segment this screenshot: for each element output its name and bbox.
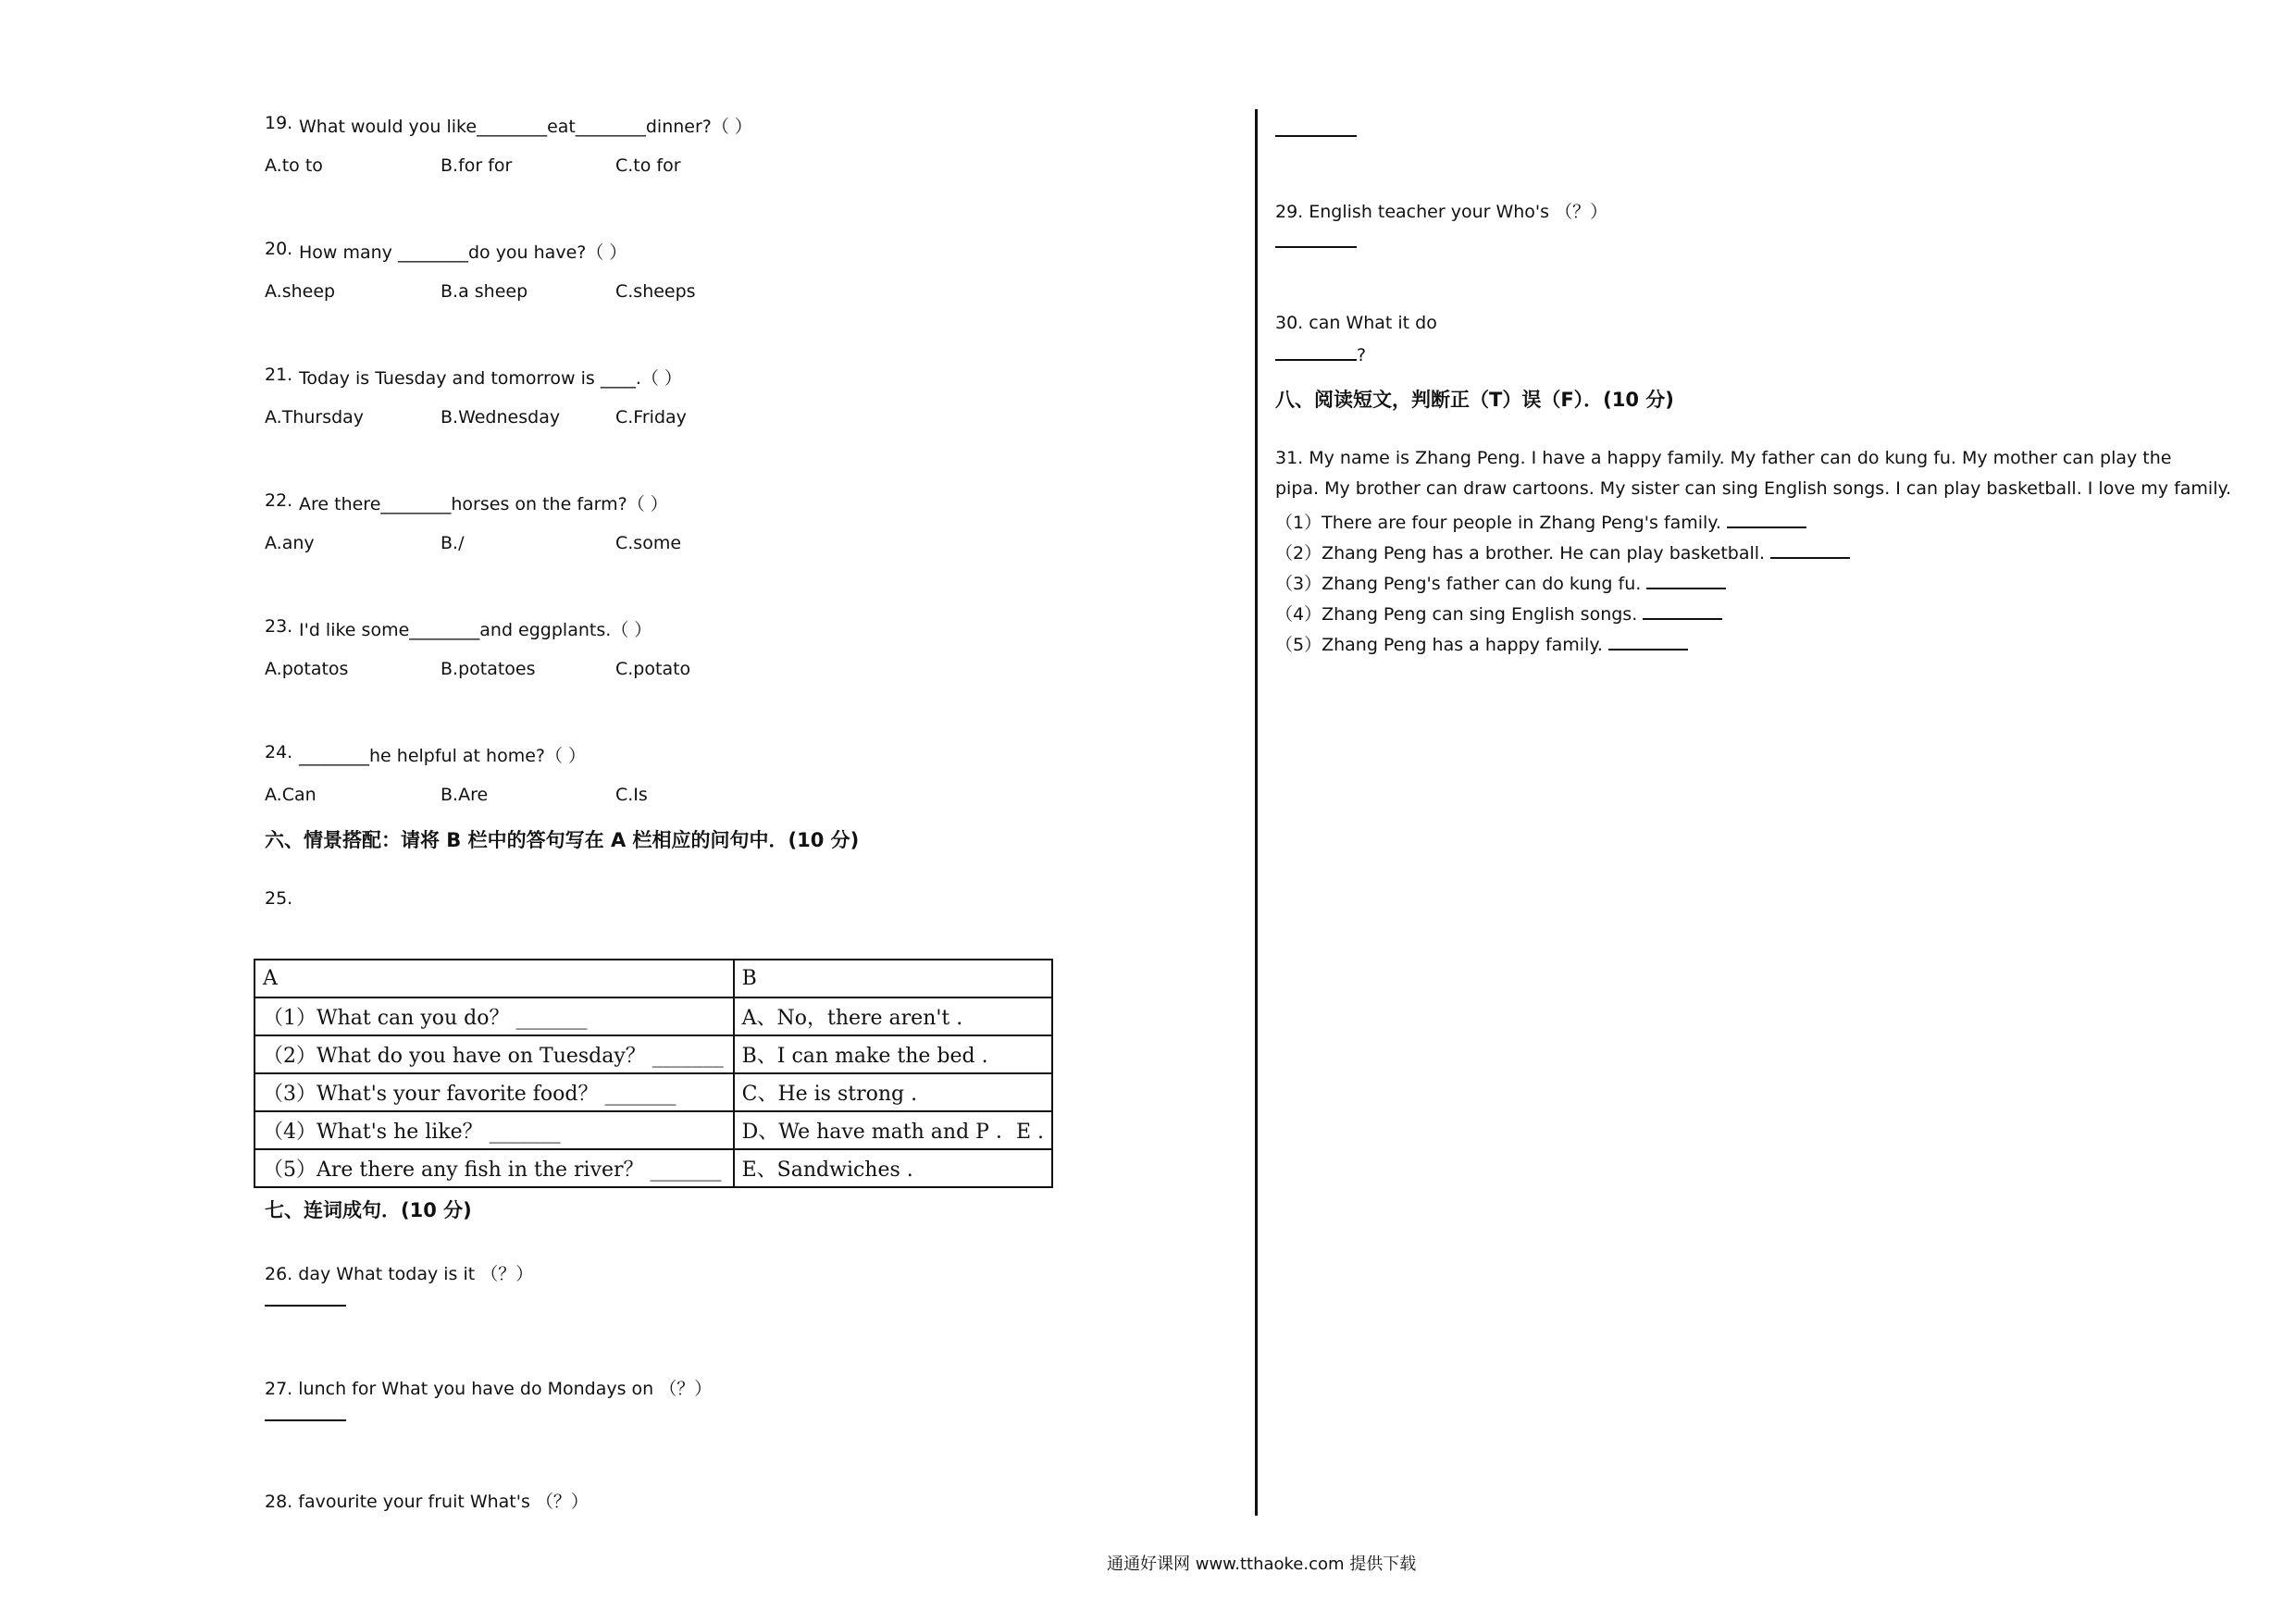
- option-b: B./: [441, 533, 465, 553]
- answer-blank[interactable]: [1646, 571, 1726, 589]
- table-row: [254, 1111, 1052, 1149]
- option-b: B.Are: [441, 785, 489, 805]
- question-22: 22.: [265, 490, 293, 511]
- question-23: 23.: [265, 616, 293, 637]
- question-24: 24.: [265, 742, 293, 762]
- answer-line-29[interactable]: [1275, 229, 1357, 252]
- statement-5: [1275, 631, 1688, 656]
- question-27: 27. lunch for What you have do Mondays on （？）: [265, 1379, 713, 1399]
- question-cell: （3）What's your favorite food？ _______: [254, 1073, 734, 1111]
- section-8-title: 八、阅读短文，判断正（T）误（F）．(10 分): [1275, 389, 1674, 411]
- answer-blank[interactable]: [1727, 510, 1806, 528]
- column-b-header: B: [734, 960, 1052, 997]
- question-29: 29. English teacher your Who's （？）: [1275, 202, 1608, 222]
- option-c: C.Friday: [615, 407, 687, 427]
- option-a: A.potatos: [265, 659, 349, 679]
- statement-text: （1）There are four people in Zhang Peng's family.: [1275, 513, 1721, 533]
- answer-cell: C、He is strong .: [734, 1073, 1052, 1111]
- option-a: A.Thursday: [265, 407, 365, 427]
- matching-table: [254, 959, 1053, 1188]
- question-30: 30. can What it do: [1275, 313, 1437, 333]
- question-21: 21.: [265, 365, 293, 385]
- statement-4: [1275, 601, 1722, 626]
- option-b: B.potatoes: [441, 659, 536, 679]
- answer-line-28[interactable]: [1275, 118, 1357, 141]
- question-23-text: I'd like some________and eggplants.（ ）: [299, 620, 652, 640]
- statement-text: （2）Zhang Peng has a brother. He can play basketball.: [1275, 543, 1766, 564]
- table-row: [254, 1035, 1052, 1073]
- question-24-text: ________he helpful at home?（ ）: [299, 746, 587, 766]
- answer-blank[interactable]: [1770, 540, 1850, 559]
- question-21-text: Today is Tuesday and tomorrow is ____.（ ）: [299, 368, 682, 389]
- answer-blank[interactable]: [1608, 632, 1688, 650]
- column-a-header: A: [254, 960, 734, 997]
- table-row: [254, 997, 1052, 1035]
- question-mark: ?: [1357, 345, 1367, 365]
- section-7-title: 七、连词成句．(10 分): [265, 1199, 472, 1221]
- section-6-title: 六、情景搭配：请将 B 栏中的答句写在 A 栏相应的问句中．(10 分): [265, 829, 860, 851]
- answer-cell: E、Sandwiches .: [734, 1149, 1052, 1187]
- question-cell: （4）What's he like？ _______: [254, 1111, 734, 1149]
- table-header-row: [254, 960, 1052, 997]
- option-b: B.a sheep: [441, 281, 528, 302]
- question-cell: （5）Are there any fish in the river？ _______: [254, 1149, 734, 1187]
- answer-blank[interactable]: [1643, 601, 1722, 620]
- answer-cell: B、I can make the bed .: [734, 1035, 1052, 1073]
- question-cell: （1）What can you do？ _______: [254, 997, 734, 1035]
- question-26: 26. day What today is it （？）: [265, 1264, 534, 1284]
- question-22-text: Are there________horses on the farm?（ ）: [299, 494, 668, 514]
- option-a: A.any: [265, 533, 315, 553]
- question-20-text: How many ________do you have?（ ）: [299, 242, 627, 263]
- answer-line-30[interactable]: [1275, 342, 1366, 365]
- column-divider: [1255, 109, 1258, 1516]
- option-b: B.Wednesday: [441, 407, 561, 427]
- option-c: C.sheeps: [615, 281, 696, 302]
- question-cell: （2）What do you have on Tuesday？ _______: [254, 1035, 734, 1073]
- statement-3: [1275, 570, 1726, 595]
- option-a: A.to to: [265, 155, 323, 176]
- answer-cell: A、No，there aren't .: [734, 997, 1052, 1035]
- answer-cell: D、We have math and P ．E .: [734, 1111, 1052, 1149]
- answer-line-26[interactable]: [265, 1288, 346, 1310]
- option-a: A.sheep: [265, 281, 336, 302]
- table-row: [254, 1149, 1052, 1187]
- page-footer: 通通好课网 www.tthaoke.com 提供下载: [1107, 1555, 1417, 1574]
- option-c: C.to for: [615, 155, 681, 176]
- question-19-text: What would you like________eat________dinner?（ ）: [299, 117, 752, 137]
- passage-line-1: 31. My name is Zhang Peng. I have a happy family. My father can do kung fu. My mother can play the: [1275, 448, 2172, 468]
- statement-2: [1275, 539, 1850, 564]
- option-c: C.potato: [615, 659, 691, 679]
- question-25: 25.: [265, 888, 293, 909]
- table-row: [254, 1073, 1052, 1111]
- passage-line-2: pipa. My brother can draw cartoons. My sister can sing English songs. I can play basketball. I love my family.: [1275, 478, 2232, 499]
- statement-1: [1275, 509, 1806, 534]
- question-19: 19.: [265, 113, 293, 133]
- option-c: C.some: [615, 533, 682, 553]
- option-b: B.for for: [441, 155, 513, 176]
- statement-text: （3）Zhang Peng's father can do kung fu.: [1275, 574, 1642, 594]
- statement-text: （5）Zhang Peng has a happy family.: [1275, 635, 1603, 655]
- question-20: 20.: [265, 239, 293, 259]
- answer-line-27[interactable]: [265, 1403, 346, 1425]
- option-c: C.Is: [615, 785, 648, 805]
- question-28: 28. favourite your fruit What's （？）: [265, 1492, 589, 1512]
- statement-text: （4）Zhang Peng can sing English songs.: [1275, 604, 1638, 625]
- option-a: A.Can: [265, 785, 316, 805]
